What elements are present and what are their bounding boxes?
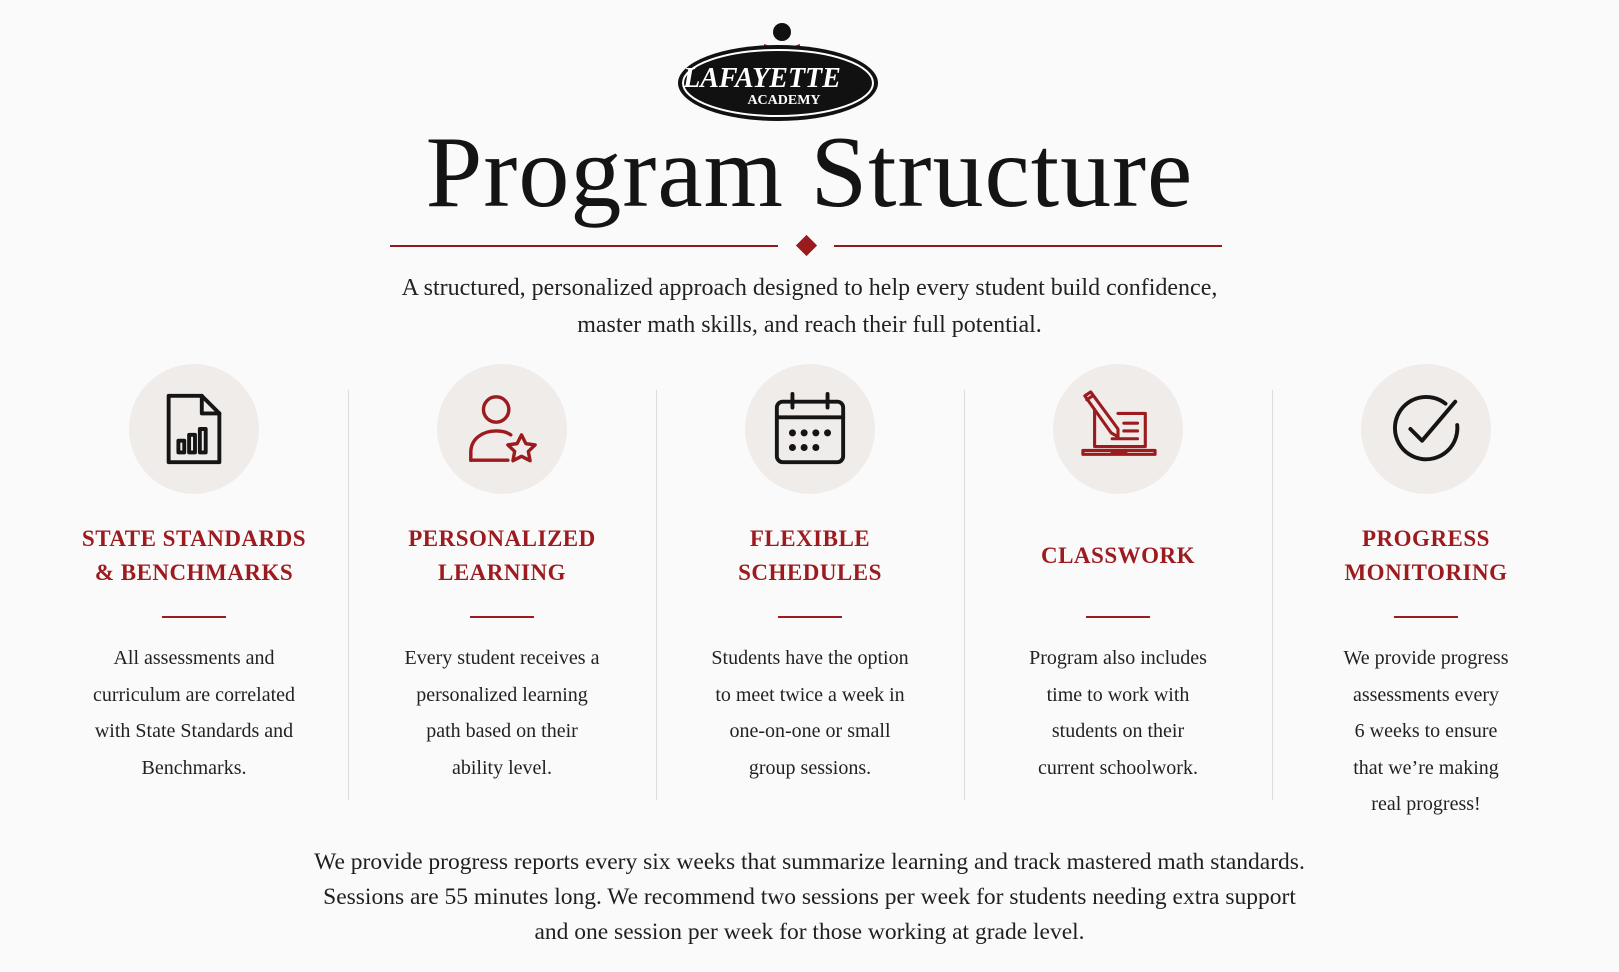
icon-circle	[437, 364, 567, 494]
feature-columns	[40, 360, 1580, 815]
feature-state-standards	[40, 360, 348, 805]
feature-description: Students have the option to meet twice a week in one-on-one or small group sessions.	[711, 647, 909, 779]
short-rule	[1394, 616, 1458, 618]
icon-circle	[745, 364, 875, 494]
short-rule	[1086, 616, 1150, 618]
page-title: Program Structure	[425, 116, 1194, 229]
laptop-pencil-icon	[1079, 390, 1157, 468]
feature-personalized-learning	[348, 360, 656, 805]
feature-progress-monitoring	[1272, 360, 1580, 815]
diamond-ornament-icon	[796, 235, 817, 256]
feature-description: Every student receives a personalized learning path based on their ability level.	[404, 647, 600, 779]
icon-circle	[129, 364, 259, 494]
feature-heading: STATE STANDARDS & BENCHMARKS	[81, 526, 307, 585]
svg-text:ACADEMY: ACADEMY	[747, 93, 821, 108]
feature-description: Program also includes time to work with students on their current schoolwork.	[1029, 647, 1207, 779]
check-circle-icon	[1387, 390, 1465, 468]
short-rule	[470, 616, 534, 618]
feature-heading: PERSONALIZED LEARNING	[408, 526, 596, 585]
icon-circle	[1053, 364, 1183, 494]
feature-heading: PROGRESS MONITORING	[1344, 526, 1508, 585]
icon-circle	[1361, 364, 1491, 494]
calendar-icon	[771, 390, 849, 468]
feature-flexible-schedules	[656, 360, 964, 805]
short-rule	[162, 616, 226, 618]
lafayette-academy-logo	[683, 22, 912, 122]
feature-description: All assessments and curriculum are correlated with State Standards and Benchmarks.	[92, 647, 296, 779]
report-chart-icon	[155, 390, 233, 468]
intro-text: A structured, personalized approach designed to help every student build confidence, master math skills, and reach their full potential.	[401, 275, 1218, 338]
feature-description: We provide progress assessments every 6 weeks to ensure that we’re making real progress!	[1343, 647, 1509, 815]
short-rule	[778, 616, 842, 618]
feature-heading: FLEXIBLE SCHEDULES	[738, 526, 882, 585]
feature-heading: CLASSWORK	[1040, 543, 1196, 568]
feature-classwork	[964, 360, 1272, 805]
svg-text:LAFAYETTE: LAFAYETTE	[683, 63, 841, 94]
footer-text: We provide progress reports every six weeks that summarize learning and track mastered math standards. Sessions are 55 minutes long. We recommend two sessions per week for students needing extra support and one session per week for those working at grade level.	[314, 849, 1305, 945]
user-star-icon	[463, 390, 541, 468]
title-divider	[390, 236, 1222, 256]
